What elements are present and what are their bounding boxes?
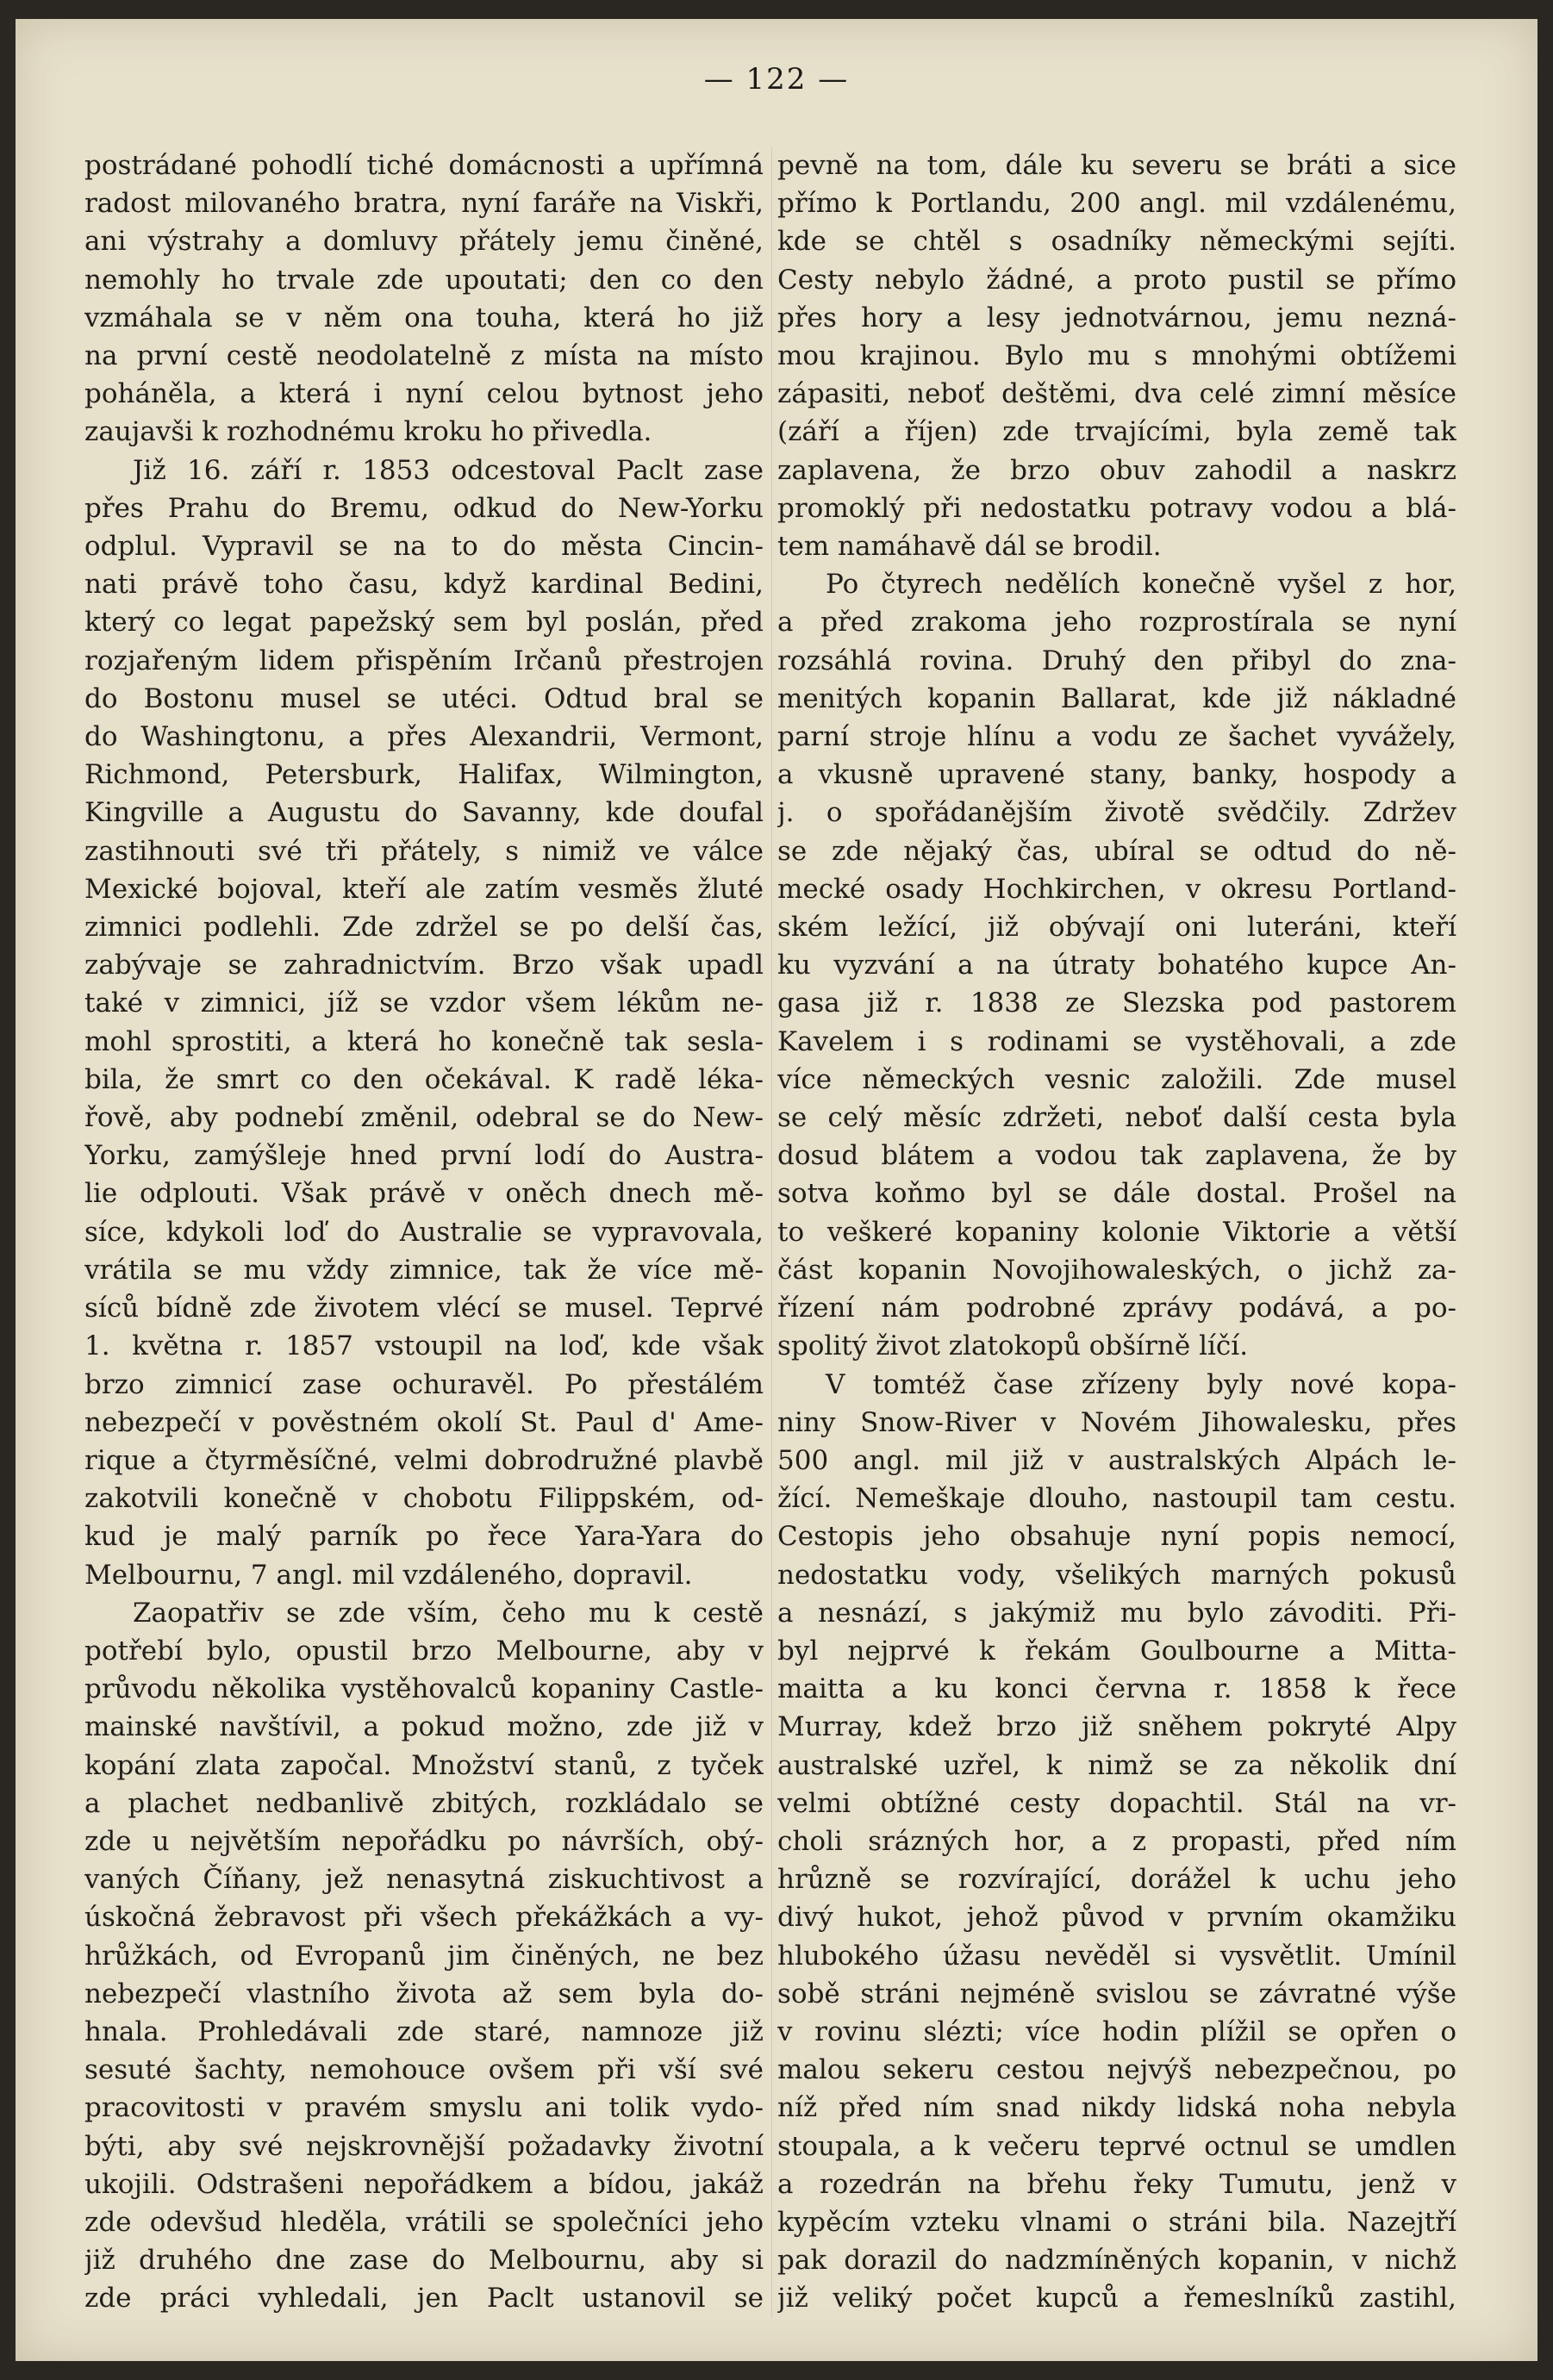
text-line: se zde nějaký čas, ubíral se odtud do ně- — [777, 835, 1456, 867]
text-line: byl nejprvé k řekám Goulbourne a Mitta- — [777, 1635, 1456, 1667]
text-line: zakotvili konečně v chobotu Filippském, od- — [84, 1483, 764, 1515]
text-line: nebezpečí v pověstném okolí St. Paul d' Ame- — [84, 1406, 764, 1438]
text-line: síce, kdykoli loď do Australie se vypravovala, — [84, 1216, 764, 1248]
text-line: řově, aby podnebí změnil, odebral se do New- — [84, 1102, 764, 1134]
text-line: sotva koňmo byl se dále dostal. Prošel na — [777, 1178, 1456, 1210]
text-line: Po čtyrech nedělích konečně vyšel z hor, — [826, 569, 1456, 601]
text-line: pracovitosti v pravém smyslu ani tolik vydo- — [84, 2092, 764, 2124]
text-line: síců bídně zde životem vlécí se musel. Teprvé — [84, 1293, 764, 1324]
text-line: mainské navštívil, a pokud možno, zde již v — [84, 1711, 764, 1743]
text-line: rozjařeným lidem přispěním Irčanů přestrojen — [84, 645, 764, 676]
text-line: postrádané pohodlí tiché domácnosti a upřímná — [84, 150, 764, 181]
text-line: zimnici podlehli. Zde zdržel se po delší čas, — [84, 912, 764, 944]
text-line: promoklý při nedostatku potravy vodou a blá- — [777, 492, 1456, 524]
text-line: zaplavena, že brzo obuv zahodil a naskrz — [777, 454, 1456, 486]
text-line: vaných Číňany, jež nenasytná ziskuchtivost a — [84, 1864, 764, 1896]
text-line: Kavelem i s rodinami se vystěhovali, a zde — [777, 1025, 1456, 1057]
text-line: Mexické bojoval, kteří ale zatím vesměs žluté — [84, 873, 764, 905]
text-line: Cesty nebylo žádné, a proto pustil se přímo — [777, 264, 1456, 296]
text-line: niny Snow-River v Novém Jihowalesku, přes — [777, 1406, 1456, 1438]
text-line: tem namáhavě dál se brodil. — [777, 531, 1162, 563]
text-column-right — [777, 146, 1456, 2318]
text-line: a plachet nedbanlivě zbitých, rozkládalo se — [84, 1787, 764, 1819]
text-line: kopání zlata započal. Množství stanů, z tyček — [84, 1749, 764, 1781]
text-line: zde odevšud hleděla, vrátili se společníci jeho — [84, 2206, 764, 2238]
text-column-left — [84, 146, 764, 2318]
text-line: pevně na tom, dále ku severu se bráti a sice — [777, 150, 1456, 181]
text-line: lie odplouti. Však právě v oněch dnech mě- — [84, 1178, 764, 1210]
text-line: zápasiti, neboť deštěmi, dva celé zimní měsíce — [777, 378, 1456, 410]
text-line: maitta a ku konci června r. 1858 k řece — [777, 1673, 1456, 1705]
text-line: 1. května r. 1857 vstoupil na loď, kde však — [84, 1330, 764, 1362]
text-line: zabývaje se zahradnictvím. Brzo však upadl — [84, 950, 764, 981]
text-line: brzo zimnicí zase ochuravěl. Po přestálém — [84, 1368, 764, 1400]
text-line: přes Prahu do Bremu, odkud do New-Yorku — [84, 492, 764, 524]
book-page — [16, 19, 1537, 2361]
text-line: malou sekeru cestou nejvýš nebezpečnou, po — [777, 2054, 1456, 2086]
text-line: velmi obtížné cesty dopachtil. Stál na vr- — [777, 1787, 1456, 1819]
text-line: v rovinu slézti; více hodin plížil se opřen o — [777, 2016, 1456, 2047]
text-line: pak dorazil do nadzmíněných kopanin, v nichž — [777, 2245, 1456, 2277]
text-line: přes hory a lesy jednotvárnou, jemu nezná- — [777, 302, 1456, 333]
text-line: mohl sprostiti, a která ho konečně tak sesla- — [84, 1025, 764, 1057]
text-line: níž před ním snad nikdy lidská noha nebyla — [777, 2092, 1456, 2124]
text-line: poháněla, a která i nyní celou bytnost jeho — [84, 378, 764, 410]
text-line: a vkusně upravené stany, banky, hospody a — [777, 759, 1456, 791]
text-line: Melbournu, 7 angl. mil vzdáleného, dopravil. — [84, 1559, 693, 1591]
text-line: Kingville a Augustu do Savanny, kde doufal — [84, 797, 764, 829]
text-line: V tomtéž čase zřízeny byly nové kopa- — [826, 1368, 1456, 1400]
text-line: choli srázných hor, a z propasti, před ním — [777, 1825, 1456, 1857]
text-line: ukojili. Odstrašeni nepořádkem a bídou, jakáž — [84, 2168, 764, 2200]
text-line: a před zrakoma jeho rozprostírala se nyní — [777, 607, 1456, 639]
text-line: Zaopatřiv se zde vším, čeho mu k cestě — [133, 1597, 764, 1629]
text-line: který co legat papežský sem byl poslán, před — [84, 607, 764, 639]
text-line: j. o spořádanějším životě svědčily. Zdržev — [777, 797, 1456, 829]
text-line: bila, že smrt co den očekával. K radě léka- — [84, 1063, 764, 1095]
text-line: již veliký počet kupců a řemeslníků zastihl, — [777, 2283, 1456, 2315]
text-line: rique a čtyrměsíčné, velmi dobrodružné plavbě — [84, 1444, 764, 1476]
text-line: divý hukot, jehož původ v prvním okamžiku — [777, 1902, 1456, 1934]
text-line: zastihnouti své tři přátely, s nimiž ve válce — [84, 835, 764, 867]
text-line: do Bostonu musel se utéci. Odtud bral se — [84, 682, 764, 714]
text-line: zaujavši k rozhodnému kroku ho přivedla. — [84, 416, 652, 448]
text-line: Murray, kdež brzo již sněhem pokryté Alpy — [777, 1711, 1456, 1743]
text-line: kypěcím vzteku vlnami o stráni bila. Nazejtří — [777, 2206, 1456, 2238]
text-line: kud je malý parník po řece Yara-Yara do — [84, 1521, 764, 1553]
text-line: do Washingtonu, a přes Alexandrii, Vermont, — [84, 721, 764, 753]
text-line: žící. Nemeškaje dlouho, nastoupil tam cestu. — [777, 1483, 1456, 1515]
text-line: hlubokého úžasu nevěděl si vysvětlit. Umínil — [777, 1940, 1456, 1972]
text-line: již druhého dne zase do Melbournu, aby si — [84, 2245, 764, 2277]
text-line: Cestopis jeho obsahuje nyní popis nemocí, — [777, 1521, 1456, 1553]
text-line: řízení nám podrobné zprávy podává, a po- — [777, 1293, 1456, 1324]
text-line: kde se chtěl s osadníky německými sejíti. — [777, 226, 1456, 258]
text-line: se celý měsíc zdržeti, neboť další cesta byla — [777, 1102, 1456, 1134]
text-line: dosud blátem a vodou tak zaplavena, že by — [777, 1140, 1456, 1172]
text-line: průvodu několika vystěhovalců kopaniny Castle- — [84, 1673, 764, 1705]
text-line: a rozedrán na břehu řeky Tumutu, jenž v — [777, 2168, 1456, 2200]
text-line: zde u největším nepořádku po návrších, obý- — [84, 1825, 764, 1857]
text-line: to veškeré kopaniny kolonie Viktorie a větší — [777, 1216, 1456, 1248]
text-line: hnala. Prohledávali zde staré, namnoze již — [84, 2016, 764, 2047]
text-line: nemohly ho trvale zde upoutati; den co den — [84, 264, 764, 296]
text-line: rozsáhlá rovina. Druhý den přibyl do zna- — [777, 645, 1456, 676]
text-line: ku vyzvání a na útraty bohatého kupce An- — [777, 950, 1456, 981]
text-line: potřebí bylo, opustil brzo Melbourne, aby v — [84, 1635, 764, 1667]
text-line: také v zimnici, jíž se vzdor všem lékům ne- — [84, 988, 764, 1019]
text-line: na první cestě neodolatelně z místa na místo — [84, 340, 764, 372]
text-line: část kopanin Novojihowaleských, o jichž za- — [777, 1254, 1456, 1286]
page-number: — 122 — — [703, 62, 850, 97]
text-line: býti, aby své nejskrovnější požadavky životní — [84, 2130, 764, 2162]
text-line: Yorku, zamýšleje hned první lodí do Austra- — [84, 1140, 764, 1172]
text-line: Richmond, Petersburk, Halifax, Wilmington, — [84, 759, 764, 791]
text-line: sobě stráni nejméně svislou se závratné výše — [777, 1978, 1456, 2009]
text-line: a nesnází, s jakýmiž mu bylo závoditi. Při- — [777, 1597, 1456, 1629]
text-line: vrátila se mu vždy zimnice, tak že více mě- — [84, 1254, 764, 1286]
text-line: přímo k Portlandu, 200 angl. mil vzdálenému, — [777, 188, 1456, 220]
text-line: nedostatku vody, všelikých marných pokusů — [777, 1559, 1456, 1591]
text-line: (září a říjen) zde trvajícími, byla země tak — [777, 416, 1456, 448]
text-line: více německých vesnic založili. Zde musel — [777, 1063, 1456, 1095]
text-line: hrůzně se rozvírající, dorážel k uchu jeho — [777, 1864, 1456, 1896]
text-line: úskočná žebravost při všech překážkách a vy- — [84, 1902, 764, 1934]
text-line: gasa již r. 1838 ze Slezska pod pastorem — [777, 988, 1456, 1019]
text-line: mou krajinou. Bylo mu s mnohými obtížemi — [777, 340, 1456, 372]
text-line: menitých kopanin Ballarat, kde již nákladné — [777, 682, 1456, 714]
text-line: stoupala, a k večeru teprvé octnul se umdlen — [777, 2130, 1456, 2162]
column-divider — [771, 146, 772, 2318]
text-line: 500 angl. mil již v australských Alpách le- — [777, 1444, 1456, 1476]
text-line: ském ležící, již obývají oni luteráni, kteří — [777, 912, 1456, 944]
text-line: odplul. Vypravil se na to do města Cincin- — [84, 531, 764, 563]
text-line: nati právě toho času, když kardinal Bedini, — [84, 569, 764, 601]
text-line: sesuté šachty, nemohouce ovšem při vší své — [84, 2054, 764, 2086]
text-line: nebezpečí vlastního života až sem byla do- — [84, 1978, 764, 2009]
text-line: hrůžkách, od Evropanů jim činěných, ne bez — [84, 1940, 764, 1972]
text-line: parní stroje hlínu a vodu ze šachet vyvážely, — [777, 721, 1456, 753]
text-line: ani výstrahy a domluvy přátely jemu činěné, — [84, 226, 764, 258]
text-line: spolitý život zlatokopů obšírně líčí. — [777, 1330, 1249, 1362]
text-line: radost milovaného bratra, nyní faráře na Viskři, — [84, 188, 764, 220]
text-line: australské uzřel, k nimž se za několik dní — [777, 1749, 1456, 1781]
text-line: vzmáhala se v něm ona touha, která ho již — [84, 302, 764, 333]
text-line: mecké osady Hochkirchen, v okresu Portland- — [777, 873, 1456, 905]
text-line: Již 16. září r. 1853 odcestoval Paclt zase — [133, 454, 764, 486]
text-line: zde práci vyhledali, jen Paclt ustanovil se — [84, 2283, 764, 2315]
